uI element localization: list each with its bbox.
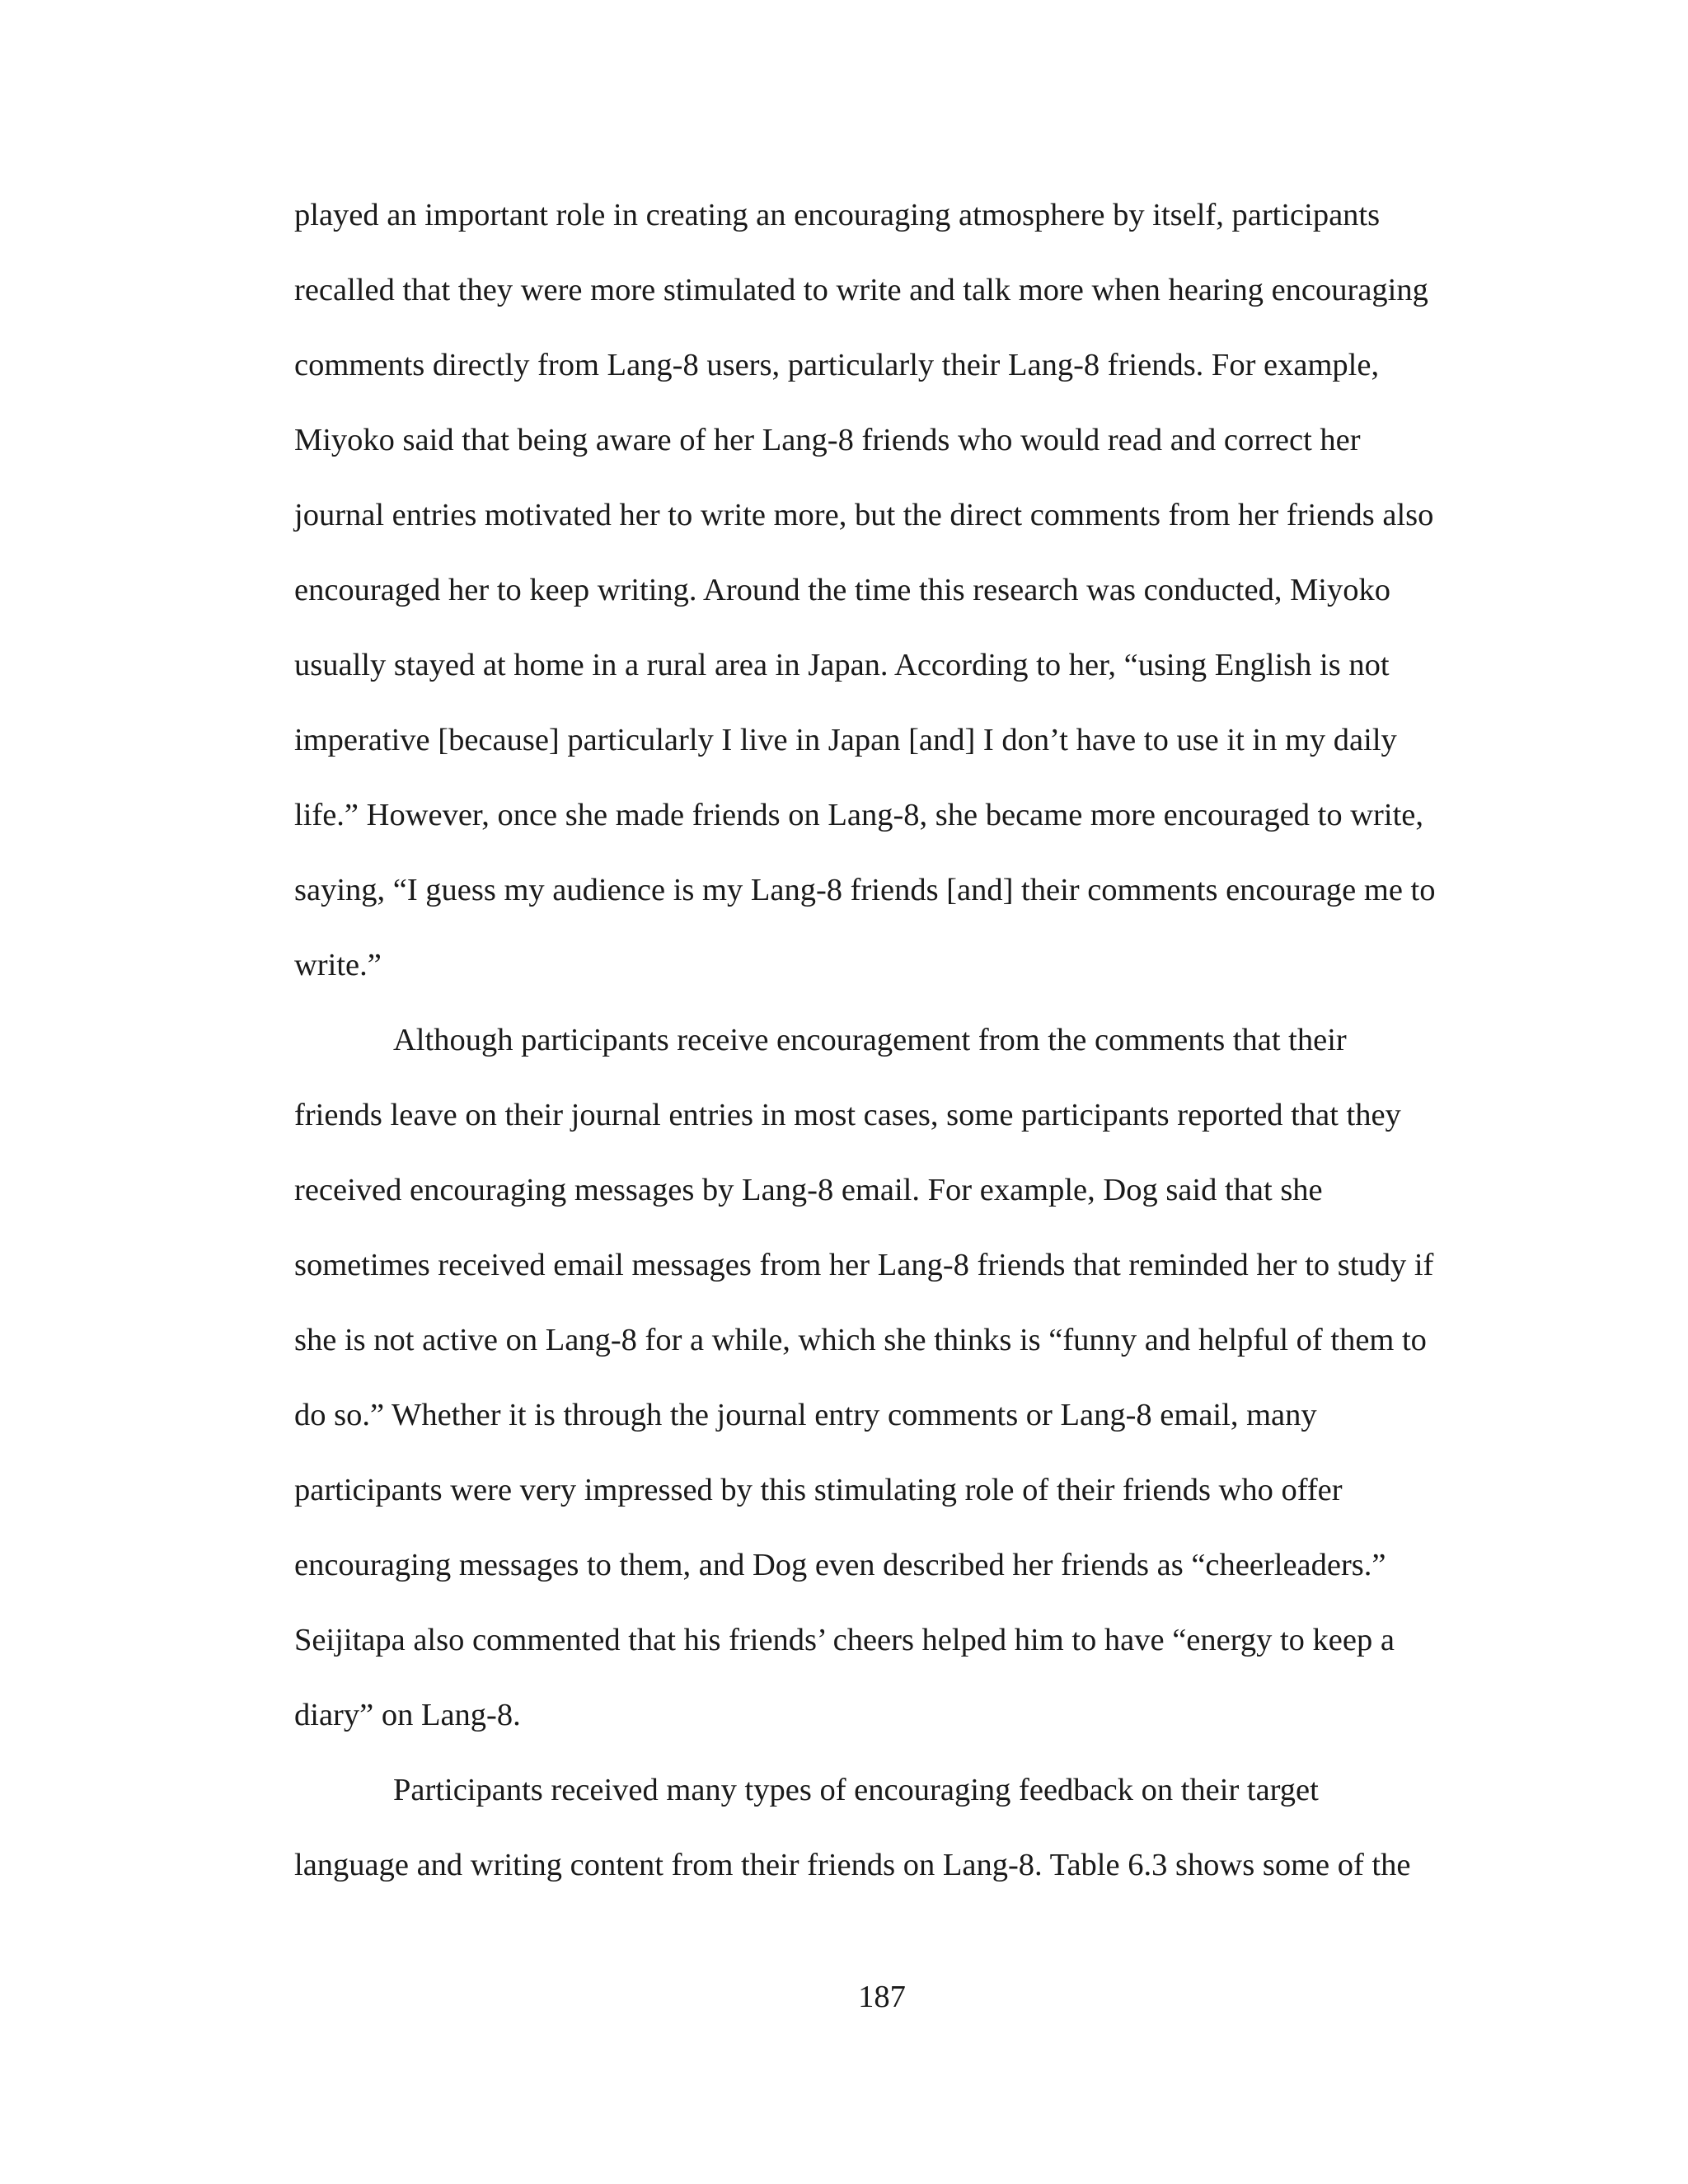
text-line: Seijitapa also commented that his friends’ cheers helped him to have “energy to keep a xyxy=(294,1623,1395,1657)
text-line: recalled that they were more stimulated to write and talk more when hearing encouraging xyxy=(294,273,1428,307)
text-line: life.” However, once she made friends on Lang-8, she became more encouraged to write, xyxy=(294,798,1423,832)
page-number: 187 xyxy=(858,1980,906,2014)
text-line: usually stayed at home in a rural area in Japan. According to her, “using English is not xyxy=(294,648,1390,682)
text-line: comments directly from Lang-8 users, particularly their Lang-8 friends. For example, xyxy=(294,348,1380,382)
text-line: saying, “I guess my audience is my Lang-8 friends [and] their comments encourage me to xyxy=(294,873,1436,907)
paragraph-first-line: Although participants receive encouragement from the comments that their xyxy=(393,1023,1347,1057)
text-line: sometimes received email messages from her Lang-8 friends that reminded her to study if xyxy=(294,1248,1434,1282)
text-line: she is not active on Lang-8 for a while, which she thinks is “funny and helpful of them to xyxy=(294,1323,1427,1357)
paragraph-first-line: Participants received many types of encouraging feedback on their target xyxy=(393,1773,1319,1807)
text-line: played an important role in creating an encouraging atmosphere by itself, participants xyxy=(294,198,1381,232)
text-line: friends leave on their journal entries in most cases, some participants reported that they xyxy=(294,1098,1401,1132)
text-line: language and writing content from their friends on Lang-8. Table 6.3 shows some of the xyxy=(294,1848,1411,1882)
text-line: write.” xyxy=(294,948,382,982)
text-line: do so.” Whether it is through the journal entry comments or Lang-8 email, many xyxy=(294,1398,1317,1432)
text-line: imperative [because] particularly I live in Japan [and] I don’t have to use it in my daily xyxy=(294,723,1397,757)
text-line: encouraging messages to them, and Dog even described her friends as “cheerleaders.” xyxy=(294,1548,1386,1582)
text-line: encouraged her to keep writing. Around the time this research was conducted, Miyoko xyxy=(294,573,1390,607)
text-line: Miyoko said that being aware of her Lang-8 friends who would read and correct her xyxy=(294,423,1361,457)
text-line: diary” on Lang-8. xyxy=(294,1698,521,1732)
text-line: journal entries motivated her to write more, but the direct comments from her friends also xyxy=(294,498,1434,532)
text-line: participants were very impressed by this stimulating role of their friends who offer xyxy=(294,1473,1343,1507)
text-line: received encouraging messages by Lang-8 email. For example, Dog said that she xyxy=(294,1173,1323,1207)
